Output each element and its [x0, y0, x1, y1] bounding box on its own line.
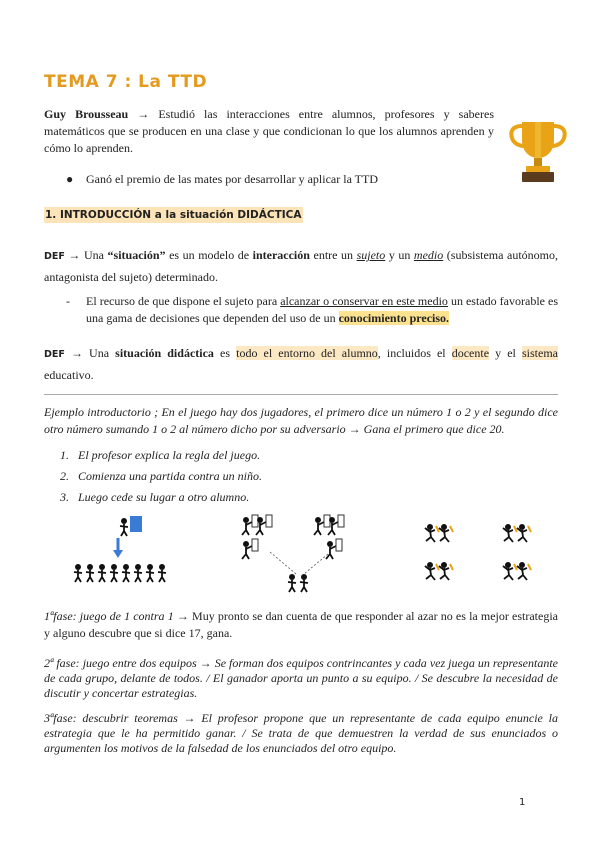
- def-text: (subsistema autónomo, antagonista del sujeto) determinado.: [44, 248, 559, 284]
- def-arrow: → Una: [64, 346, 116, 360]
- def-text: entre un: [309, 248, 357, 262]
- def-text: es: [213, 346, 237, 360]
- definition-situacion: [44, 245, 558, 287]
- dash-text-part: un estado favorable es una gama de decisiones que dependen del uso de un: [86, 294, 559, 325]
- celebrating-figures: [425, 524, 531, 580]
- author-name: Guy Brousseau: [44, 107, 129, 121]
- phase-1-label: 1ªfase: juego de 1 contra 1 →: [44, 609, 189, 623]
- phase-1-text: Muy pronto se dan cuenta de que responder al azar no es la mejor estrategia y alguno descubre que si dice 17, gana.: [44, 609, 559, 640]
- step-text: Comienza una partida contra un niño.: [78, 469, 263, 483]
- def-label: DEF: [44, 251, 65, 262]
- step-item: [60, 487, 262, 508]
- phase-3-paragraph: 3ªfase: descubrir teoremas → El profesor propone que un representante de cada equipo enuncie la estrategia que le ha permitido ganar. / Se trata de que demuestren la verdad de sus enunciados o argumenten los motivos de la falsedad de los enunciados del otro equipo.: [44, 711, 558, 755]
- step-number: 2.: [60, 469, 69, 483]
- def-label: DEF: [44, 349, 65, 360]
- page-number: 1: [519, 797, 526, 808]
- teacher-figure: [120, 516, 142, 536]
- intro-text: Estudió las interacciones entre alumnos, profesores y saberes matemáticos que se producen en una clase y que condicionan lo que los alumnos aprenden y cómo lo aprenden.: [44, 107, 494, 155]
- example-paragraph: Ejemplo introductorio ; En el juego hay dos jugadores, el primero dice un número 1 o 2 y el segundo dice otro número sumando 1 o 2 al número dicho por su adversario → Gana el primero que dice 20.: [44, 405, 558, 436]
- bullet-text: Ganó el premio de las mates por desarrollar y aplicar la TTD: [86, 172, 379, 186]
- def-text: y un: [385, 248, 414, 262]
- step-text: El profesor explica la regla del juego.: [78, 448, 261, 462]
- page-title: TEMA 7 : La TTD: [44, 72, 208, 92]
- def-text: y el: [489, 346, 522, 360]
- term-interaccion: interacción: [252, 248, 310, 262]
- def-text: , incluidos el: [377, 346, 452, 360]
- bullet-marker: ●: [66, 172, 74, 186]
- dash-text: [86, 293, 558, 327]
- highlight-docente: docente: [451, 346, 490, 360]
- trophy-icon: [508, 118, 568, 184]
- def-text: es un modelo de: [165, 248, 253, 262]
- team-figures: [242, 515, 344, 592]
- highlight-sistema: sistema: [522, 346, 558, 360]
- def-arrow: → Una: [64, 248, 108, 262]
- step-number: 1.: [60, 448, 69, 462]
- phase-2-paragraph: 2ª fase: juego entre dos equipos → Se forman dos equipos contrincantes y cada vez juega un representante de cada grupo, delante de todos. / El ganador aporta un punto a su equipo. / Se descubre la necesidad de discutir y concertar estrategias.: [44, 656, 558, 700]
- term-situacion: “situación”: [107, 248, 166, 262]
- dash-marker: -: [66, 294, 70, 308]
- kids-row: [74, 564, 166, 582]
- step-number: 3.: [60, 490, 69, 504]
- phase-1-paragraph: [44, 608, 558, 642]
- bullet-item: [66, 171, 378, 188]
- def-text: educativo.: [44, 368, 94, 382]
- step-item: [60, 466, 262, 487]
- step-item: [60, 445, 262, 466]
- dash-item: [66, 293, 558, 327]
- highlight-entorno: todo el entorno del alumno: [236, 346, 378, 360]
- highlighted-phrase: conocimiento preciso.: [338, 311, 450, 325]
- intro-paragraph: [44, 106, 494, 157]
- section-heading: 1. INTRODUCCIÓN a la situación DIDÁCTICA: [45, 209, 302, 221]
- definition-situacion-didactica: [44, 343, 558, 386]
- step-text: Luego cede su lugar a otro alumno.: [78, 490, 250, 504]
- game-phases-illustration: [60, 512, 570, 596]
- horizontal-divider: [44, 394, 558, 395]
- underlined-phrase: alcanzar o conservar en este medio: [280, 294, 448, 308]
- term-sujeto: sujeto: [356, 248, 386, 262]
- steps-list: [60, 445, 262, 508]
- term-medio: medio: [413, 248, 444, 262]
- term-situacion-didactica: situación didáctica: [115, 346, 214, 360]
- dash-text-part: El recurso de que dispone el sujeto para: [86, 294, 281, 308]
- arrow: →: [128, 107, 159, 121]
